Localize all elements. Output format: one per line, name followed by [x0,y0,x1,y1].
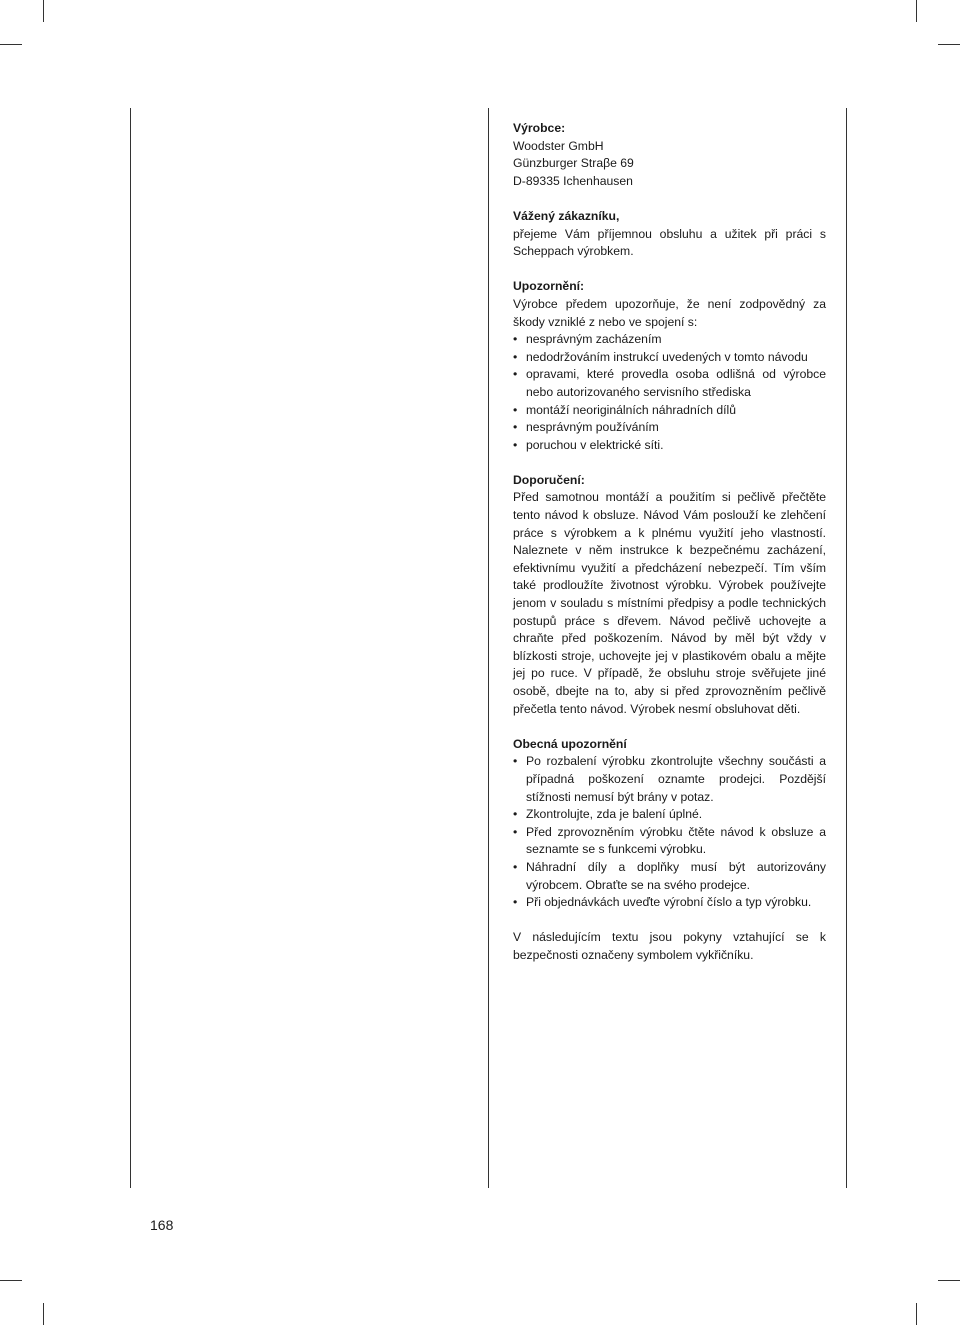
recommendation-heading: Doporučení: [513,472,585,487]
list-item: • Před zprovozněním výrobku čtěte návod k obsluze a seznamte se s funkcemi výrobku. [513,824,826,859]
manufacturer-heading: Výrobce: [513,121,566,135]
list-item: • poruchou v elektrické síti. [513,437,826,455]
crop-mark-bottom-left-horizontal [0,1280,22,1281]
recommendation-section [513,472,826,718]
crop-mark-bottom-left [43,1303,44,1325]
greeting-section [513,208,826,261]
page-number: 168 [150,1217,174,1233]
manufacturer-street: Günzburger Straβe 69 [513,156,634,171]
greeting-text: přejeme Vám příjemnou obsluhu a užitek při práci s Scheppach výrobkem. [513,226,826,259]
notice-heading: Upozornění: [513,279,585,294]
general-notes-section [513,736,826,912]
manufacturer-section [513,120,826,190]
list-item: • Zkontrolujte, zda je balení úplné. [513,806,826,824]
list-item: • nedodržováním instrukcí uvedených v tomto návodu [513,349,826,367]
crop-mark-bottom-right [916,1303,917,1325]
list-item: • nesprávným zacházením [513,331,826,349]
list-item: • Při objednávkách uveďte výrobní číslo a typ výrobku. [513,894,826,912]
main-text-column [513,120,826,982]
crop-mark-top-left-horizontal [0,44,22,45]
general-notes-heading: Obecná upozornění [513,736,627,751]
crop-mark-top-right [916,0,917,22]
list-item: • Po rozbalení výrobku zkontrolujte všechny součásti a případná poškození oznamte prodejci. Pozdější stížnosti nemusí být brány v potaz. [513,753,826,806]
footer-note: V následujícím textu jsou pokyny vztahující se k bezpečnosti označeny symbolem vykřičníku. [513,930,826,962]
greeting-heading: Vážený zákazníku, [513,208,620,223]
list-item: • nesprávným používáním [513,419,826,437]
notice-section [513,278,826,454]
general-notes-list [513,753,826,911]
recommendation-text: Před samotnou montáží a použitím si pečlivě přečtěte tento návod k obsluze. Návod Vám poslouží ke zlehčení práce s výrobkem a k plnému využití jeho vlastností. Naleznete v něm instrukce k bezpečnému zacházení, efektivnímu využití a předcházení nebezpečí. Tím vším také prodloužíte životnost výrobku. Výrobek používejte jenom v souladu s místními předpisy a podle technických postupů práce s dřevem. Návod pečlivě uchovejte a chraňte před poškozením. Návod by měl být vždy v blízkosti stroje, uchovejte jej v plastikovém obalu a mějte jej po ruce. V případě, že obsluhu stroje svěřujete jiné osobě, dbejte na to, aby si před zprovozněním pečlivě přečetla tento návod. Výrobek nesmí obsluhovat děti. [513,490,826,716]
list-item: • Náhradní díly a doplňky musí být autorizovány výrobcem. Obraťte se na svého prodejce. [513,859,826,894]
left-fold-line [130,108,131,1188]
manufacturer-city: D-89335 Ichenhausen [513,173,633,188]
list-item: • montáží neoriginálních náhradních dílů [513,402,826,420]
notice-list [513,331,826,454]
crop-mark-top-right-horizontal [938,44,960,45]
crop-mark-top-left [43,0,44,22]
center-fold-line [488,108,489,1188]
manufacturer-name: Woodster GmbH [513,138,604,153]
notice-intro: Výrobce předem upozorňuje, že není zodpovědný za škody vzniklé z nebo ve spojení s: [513,296,826,329]
crop-mark-bottom-right-horizontal [938,1280,960,1281]
list-item: • opravami, které provedla osoba odlišná od výrobce nebo autorizovaného servisního střediska [513,366,826,401]
right-fold-line [846,108,847,1188]
